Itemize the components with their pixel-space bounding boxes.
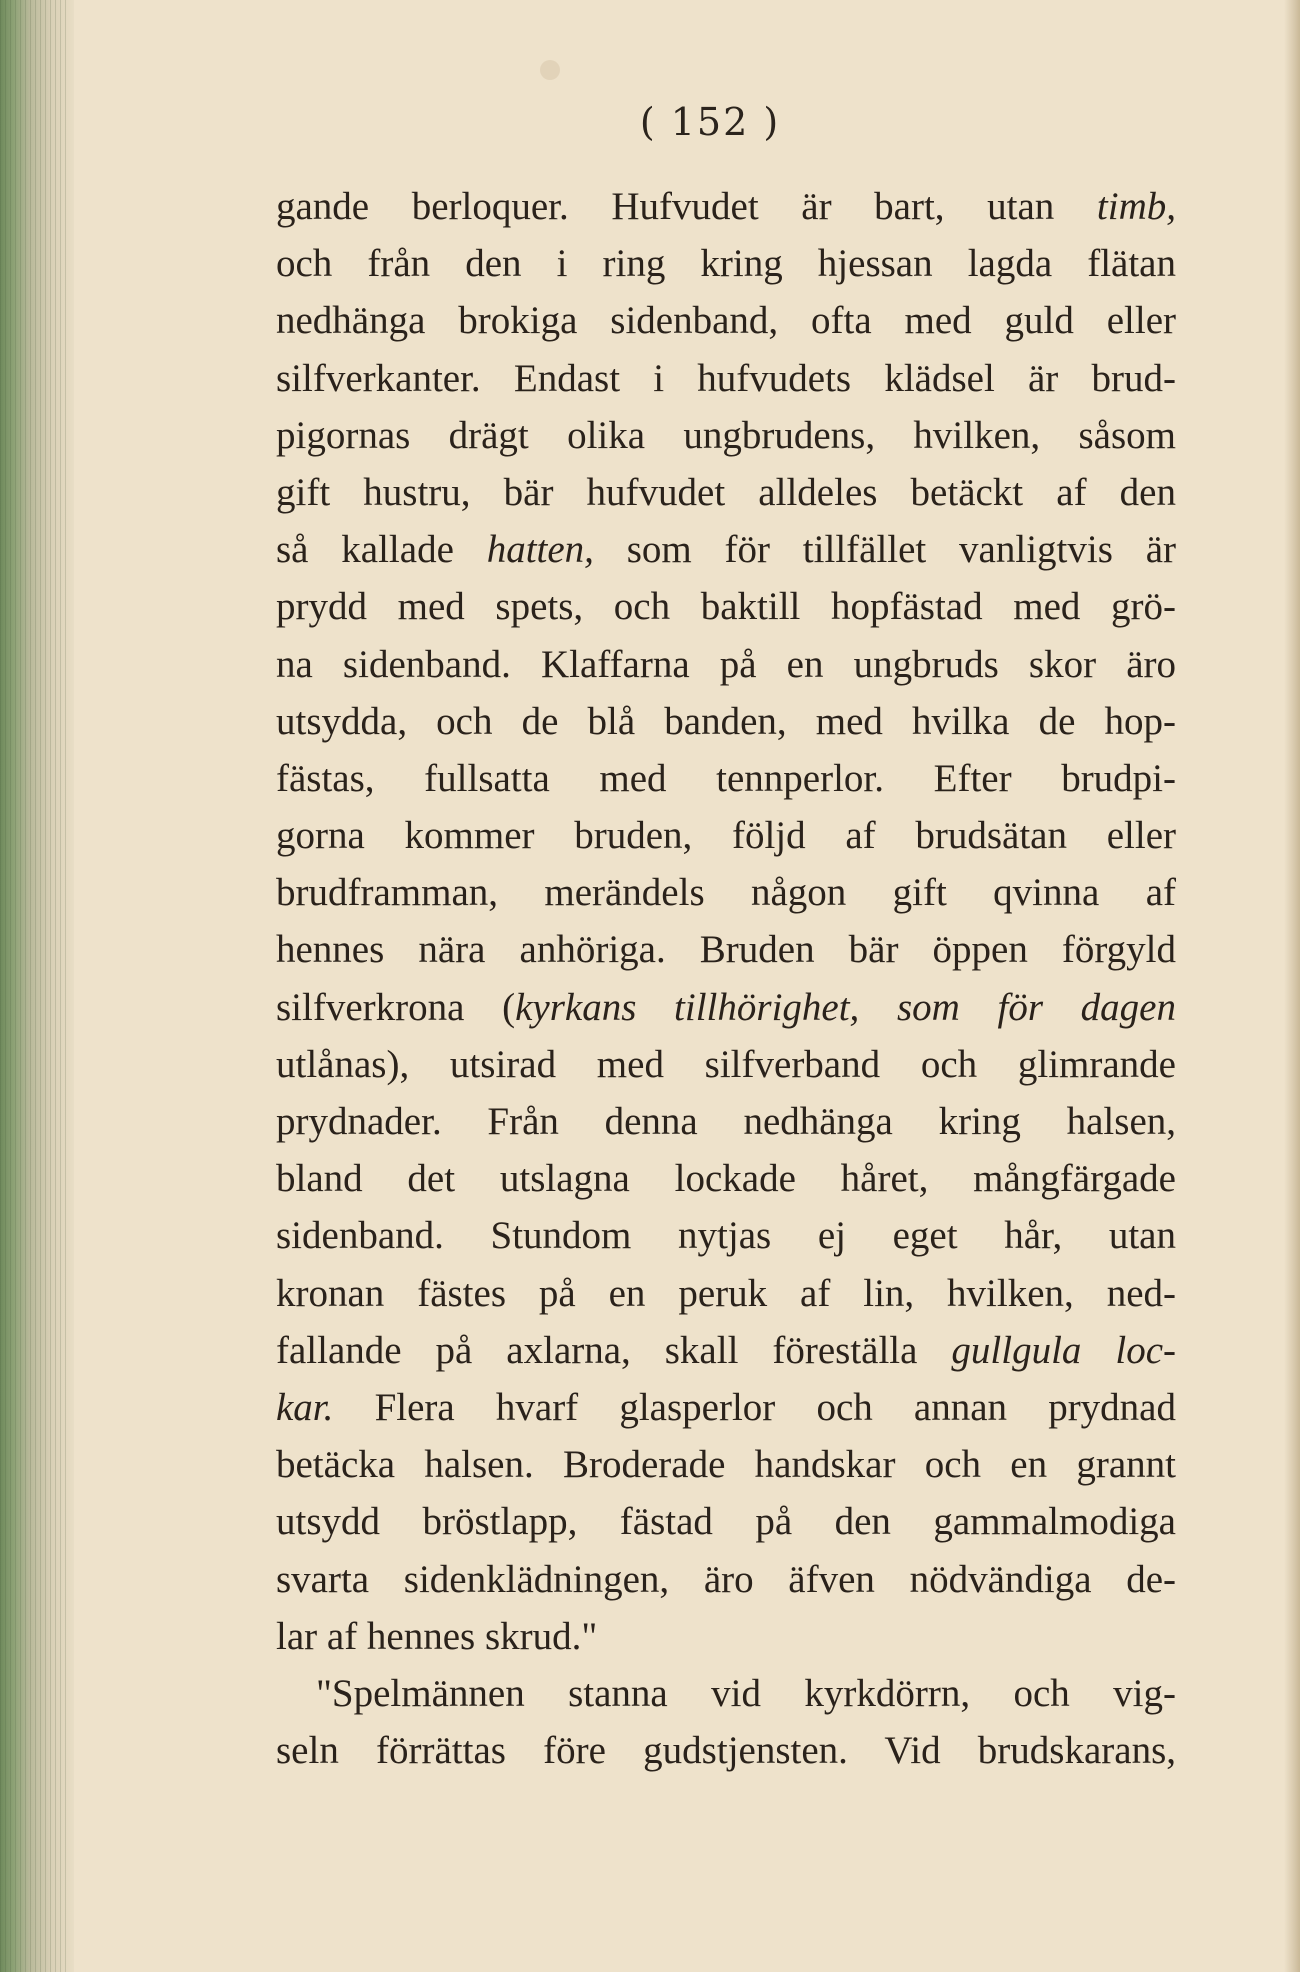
text-line-10: utsydda, och de blå banden, med hvilka de hop-: [276, 699, 1176, 743]
text-line-18: bland det utslagna lockade håret, mångfärgade: [276, 1157, 1176, 1201]
text-line-3: nedhänga brokiga sidenband, ofta med guld eller: [276, 299, 1176, 343]
text-line-1: gande berloquer. Hufvudet är bart, utan timb,: [276, 185, 1176, 228]
text-line-20: kronan fästes på en peruk af lin, hvilken, ned-: [276, 1271, 1176, 1315]
text-line-23: betäcka halsen. Broderade handskar och en grannt: [276, 1443, 1176, 1487]
text-line-16: utlånas), utsirad med silfverband och glimrande: [276, 1042, 1176, 1086]
paper-stain: [540, 60, 560, 80]
text-line-24: utsydd bröstlapp, fästad på den gammalmodiga: [276, 1500, 1176, 1544]
text-line-12: gorna kommer bruden, följd af brudsätan eller: [276, 814, 1176, 858]
text-line-8: prydd med spets, och baktill hopfästad med grö-: [276, 585, 1176, 629]
text-line-21: fallande på axlarna, skall föreställa gullgula loc-: [276, 1328, 1176, 1372]
binding-texture: [0, 0, 70, 1972]
body-text: [276, 178, 1176, 1779]
text-line-15: silfverkrona (kyrkans tillhörighet, som för dagen: [276, 985, 1176, 1029]
text-line-9: na sidenband. Klaffarna på en ungbruds skor äro: [276, 642, 1176, 686]
text-line-6: gift hustru, bär hufvudet alldeles betäckt af den: [276, 470, 1176, 514]
text-line-2: och från den i ring kring hjessan lagda flätan: [276, 242, 1176, 286]
text-line-4: silfverkanter. Endast i hufvudets klädsel är brud-: [276, 356, 1176, 400]
text-line-11: fästas, fullsatta med tennperlor. Efter brudpi-: [276, 756, 1176, 800]
text-line-7: så kallade hatten, som för tillfället vanligtvis är: [276, 528, 1176, 572]
text-line-27: "Spelmännen stanna vid kyrkdörrn, och vig-: [316, 1671, 1176, 1715]
page-right-edge: [1284, 0, 1300, 1972]
text-line-25: svarta sidenklädningen, äro äfven nödvändiga de-: [276, 1557, 1176, 1601]
text-line-26: lar af hennes skrud.": [276, 1614, 598, 1658]
text-line-17: prydnader. Från denna nedhänga kring halsen,: [276, 1100, 1176, 1143]
text-line-5: pigornas drägt olika ungbrudens, hvilken, såsom: [276, 413, 1176, 457]
text-line-28: seln förrättas före gudstjensten. Vid brudskarans,: [276, 1729, 1176, 1773]
page-number: ( 152 ): [639, 100, 781, 144]
text-line-22: kar. Flera hvarf glasperlor och annan prydnad: [276, 1385, 1176, 1429]
text-line-19: sidenband. Stundom nytjas ej eget hår, utan: [276, 1214, 1176, 1258]
text-line-14: hennes nära anhöriga. Bruden bär öppen förgyld: [276, 928, 1176, 972]
text-line-13: brudframman, merändels någon gift qvinna af: [276, 871, 1176, 915]
